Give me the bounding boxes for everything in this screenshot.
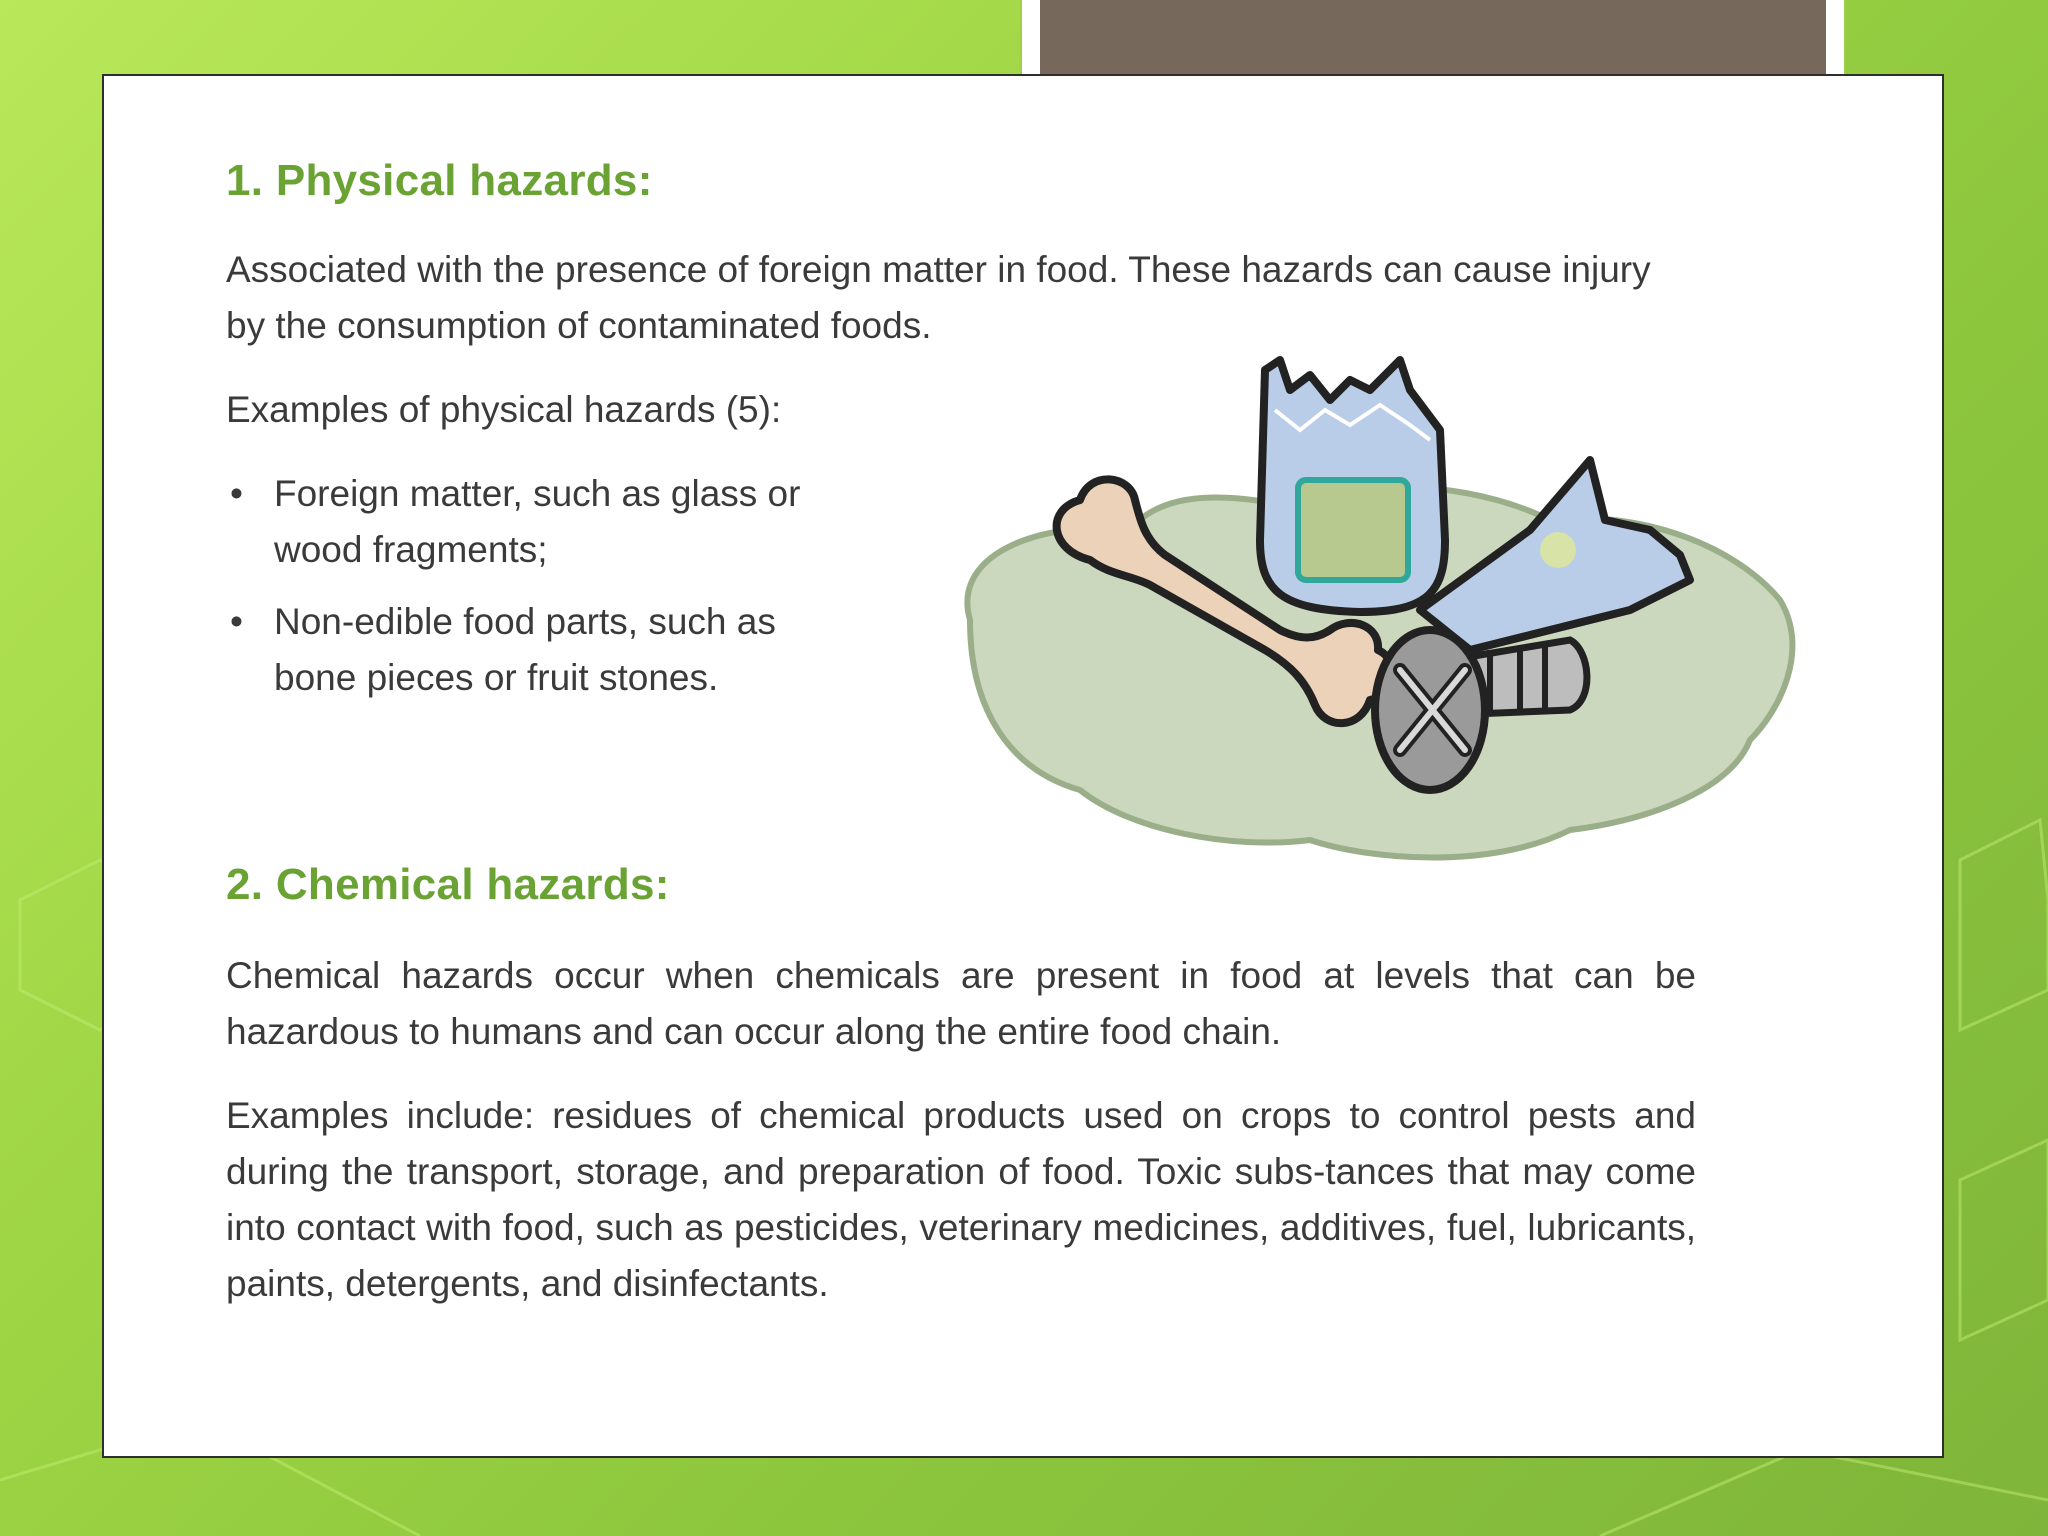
list-item [226, 594, 866, 706]
list-item-text: Foreign matter, such as glass or wood fragments; [274, 473, 801, 570]
list-item-text: Non-edible food parts, such as bone pieces or fruit stones. [274, 601, 776, 698]
list-item [226, 466, 866, 578]
physical-examples-intro: Examples of physical hazards (5): [226, 389, 782, 430]
chemical-hazards-description: Chemical hazards occur when chemicals are present in food at levels that can be hazardous to humans and can occur along the entire food chain. [226, 955, 1696, 1052]
chemical-hazards-examples: Examples include: residues of chemical products used on crops to control pests and during the transport, storage, and preparation of food. Toxic subs-tances that may come into contact with food, such as pesticides, veterinary medicines, additives, fuel, lubricants, paints, detergents, and disinfectants. [226, 1095, 1696, 1304]
bullet-icon: • [230, 473, 243, 514]
bullet-icon: • [230, 601, 243, 642]
physical-hazards-heading: 1. Physical hazards: [226, 156, 653, 205]
broken-jar [1260, 360, 1445, 612]
physical-hazards-illustration-icon [930, 350, 1810, 890]
physical-hazards-description: Associated with the presence of foreign matter in food. These hazards can cause injury by the consumption of contaminated foods. [226, 249, 1651, 346]
physical-examples-list [226, 466, 866, 722]
chemical-hazards-heading: 2. Chemical hazards: [226, 860, 670, 909]
